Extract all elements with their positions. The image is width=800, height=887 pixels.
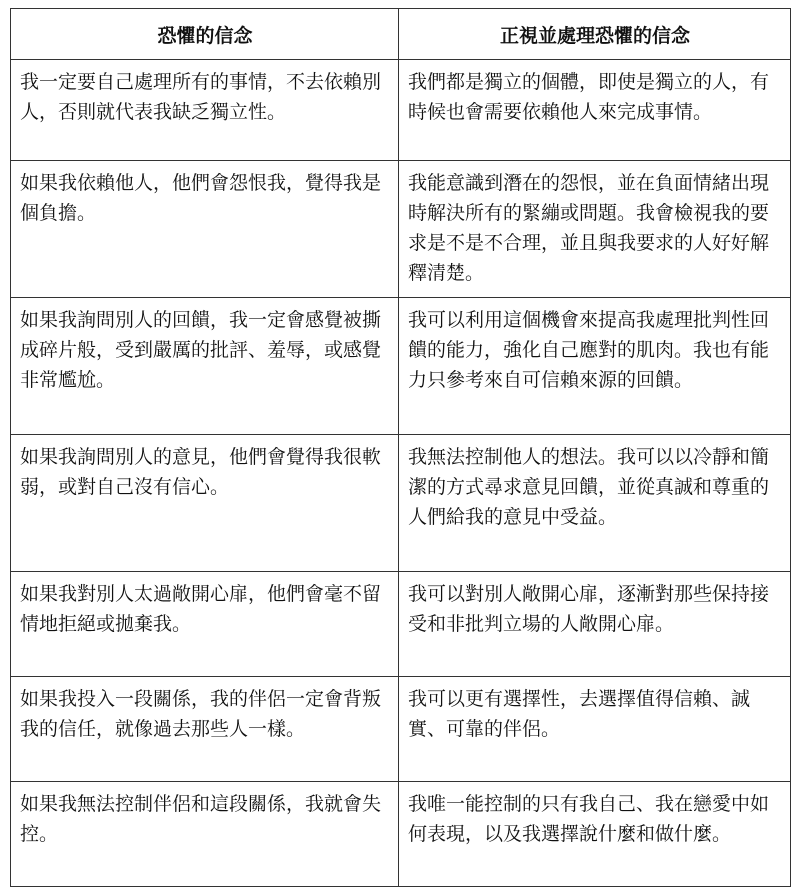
correct-belief-cell: 我們都是獨立的個體，即使是獨立的人，有時候也會需要依賴他人來完成事情。 bbox=[399, 60, 791, 161]
correct-belief-cell: 我無法控制他人的想法。我可以以冷靜和簡潔的方式尋求意見回饋，並從真誠和尊重的人們給我的意見中受益。 bbox=[399, 435, 791, 572]
fear-belief-cell: 我一定要自己處理所有的事情，不去依賴別人，否則就代表我缺乏獨立性。 bbox=[11, 60, 399, 161]
fear-belief-cell: 如果我詢問別人的回饋，我一定會感覺被撕成碎片般，受到嚴厲的批評、羞辱，或感覺非常尷尬。 bbox=[11, 298, 399, 435]
table-row bbox=[11, 60, 791, 161]
table-row bbox=[11, 161, 791, 298]
table-row bbox=[11, 572, 791, 677]
table-row bbox=[11, 298, 791, 435]
table-row bbox=[11, 782, 791, 887]
table-header-row bbox=[11, 9, 791, 60]
correct-belief-cell: 我可以對別人敞開心扉，逐漸對那些保持接受和非批判立場的人敞開心扉。 bbox=[399, 572, 791, 677]
header-fear-beliefs: 恐懼的信念 bbox=[11, 9, 399, 60]
fear-belief-cell: 如果我無法控制伴侶和這段關係，我就會失控。 bbox=[11, 782, 399, 887]
fear-belief-cell: 如果我投入一段關係，我的伴侶一定會背叛我的信任，就像過去那些人一樣。 bbox=[11, 677, 399, 782]
table-row bbox=[11, 677, 791, 782]
correct-belief-cell: 我唯一能控制的只有我自己、我在戀愛中如何表現，以及我選擇說什麼和做什麼。 bbox=[399, 782, 791, 887]
fear-belief-cell: 如果我對別人太過敞開心扉，他們會毫不留情地拒絕或拋棄我。 bbox=[11, 572, 399, 677]
table-row bbox=[11, 435, 791, 572]
correct-belief-cell: 我可以更有選擇性，去選擇值得信賴、誠實、可靠的伴侶。 bbox=[399, 677, 791, 782]
fear-belief-cell: 如果我依賴他人，他們會怨恨我，覺得我是個負擔。 bbox=[11, 161, 399, 298]
correct-belief-cell: 我可以利用這個機會來提高我處理批判性回饋的能力，強化自己應對的肌肉。我也有能力只參考來自可信賴來源的回饋。 bbox=[399, 298, 791, 435]
fear-belief-cell: 如果我詢問別人的意見，他們會覺得我很軟弱，或對自己沒有信心。 bbox=[11, 435, 399, 572]
header-correct-beliefs: 正視並處理恐懼的信念 bbox=[399, 9, 791, 60]
beliefs-table bbox=[10, 8, 791, 887]
correct-belief-cell: 我能意識到潛在的怨恨，並在負面情緒出現時解決所有的緊繃或問題。我會檢視我的要求是不是不合理，並且與我要求的人好好解釋清楚。 bbox=[399, 161, 791, 298]
